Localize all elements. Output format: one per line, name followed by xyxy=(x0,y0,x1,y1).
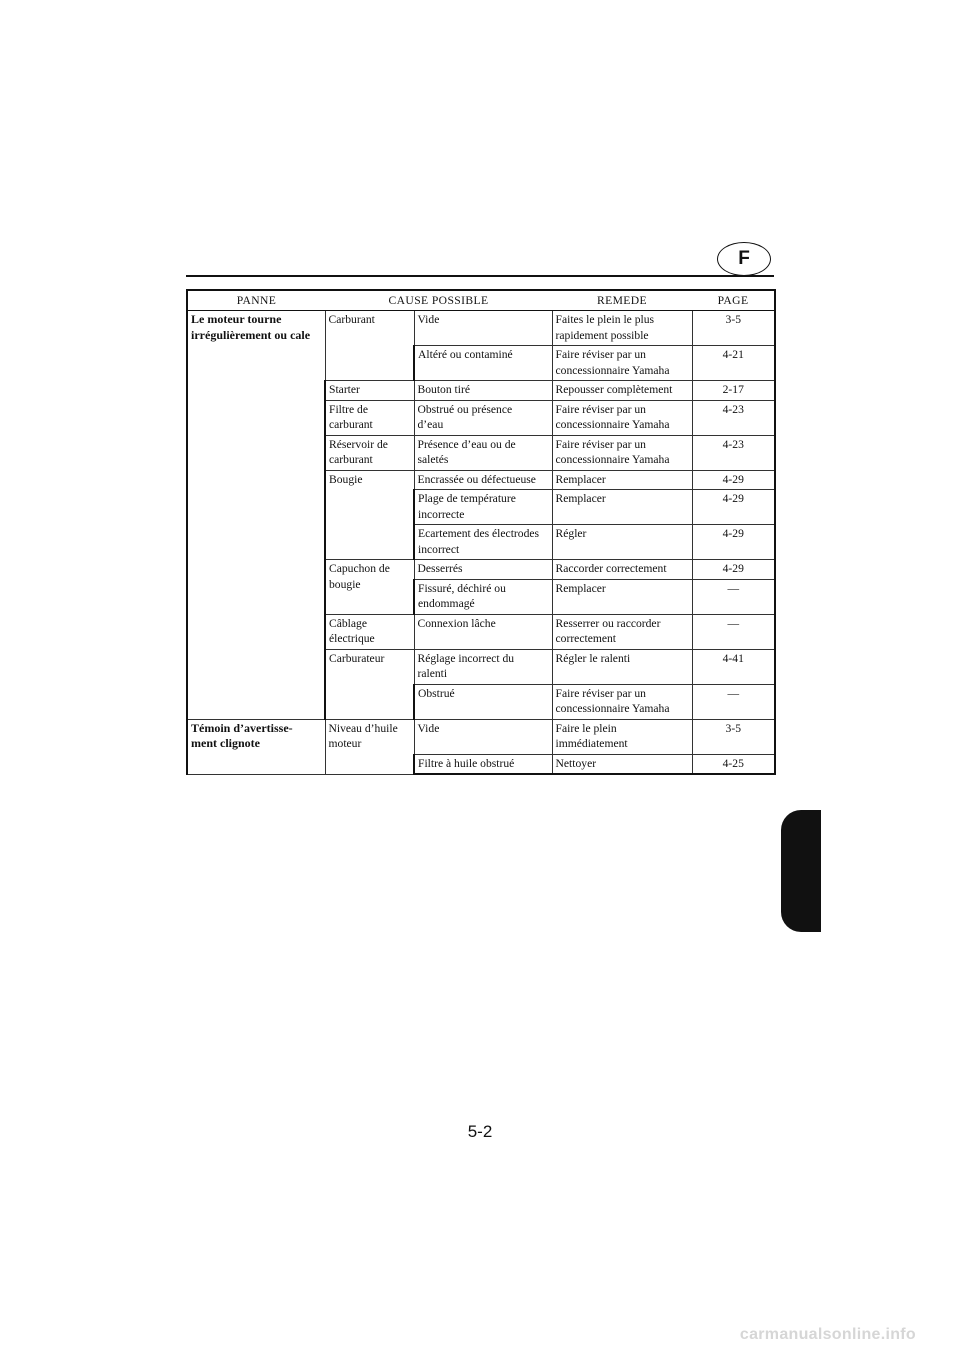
remede-cell: Nettoyer xyxy=(552,754,692,774)
cause-detail-cell: Bouton tiré xyxy=(414,381,552,401)
remede-cell: Remplacer xyxy=(552,470,692,490)
cause-detail-cell: Ecartement des électrodes incorrect xyxy=(414,525,552,560)
table-row xyxy=(187,311,775,346)
table-header-row xyxy=(187,290,775,311)
cause-detail-cell: Présence d’eau ou de saletés xyxy=(414,435,552,470)
column-header-panne: PANNE xyxy=(187,290,325,311)
cause-detail-cell: Altéré ou contaminé xyxy=(414,346,552,381)
cause-detail-cell: Vide xyxy=(414,311,552,346)
cause-detail-cell: Obstrué ou présence d’eau xyxy=(414,400,552,435)
cause-cell: Carburant xyxy=(325,311,414,381)
page-ref-cell: 4-29 xyxy=(692,525,775,560)
cause-detail-cell: Connexion lâche xyxy=(414,614,552,649)
remede-cell: Faire réviser par un concessionnaire Yamaha xyxy=(552,400,692,435)
section-tab xyxy=(781,810,821,932)
cause-detail-cell: Obstrué xyxy=(414,684,552,719)
page-ref-cell: 3-5 xyxy=(692,719,775,754)
remede-cell: Régler xyxy=(552,525,692,560)
column-header-page: PAGE xyxy=(692,290,775,311)
cause-detail-cell: Fissuré, déchiré ou endommagé xyxy=(414,579,552,614)
page-number: 5-2 xyxy=(467,1122,493,1141)
troubleshooting-table xyxy=(186,289,776,775)
remede-cell: Repousser complètement xyxy=(552,381,692,401)
page-ref-cell: 4-25 xyxy=(692,754,775,774)
page-ref-cell: 4-23 xyxy=(692,435,775,470)
panne-cell: Le moteur tourne irrégulièrement ou cale xyxy=(187,311,325,720)
cause-cell: Câblage électrique xyxy=(325,614,414,649)
page-ref-cell: 3-5 xyxy=(692,311,775,346)
remede-cell: Remplacer xyxy=(552,579,692,614)
page-ref-cell: 4-41 xyxy=(692,649,775,684)
remede-cell: Faire réviser par un concessionnaire Yamaha xyxy=(552,435,692,470)
page-ref-cell: — xyxy=(692,614,775,649)
cause-detail-cell: Réglage incorrect du ralenti xyxy=(414,649,552,684)
cause-cell: Capuchon de bougie xyxy=(325,560,414,615)
page-ref-cell: 4-29 xyxy=(692,490,775,525)
table-row xyxy=(187,719,775,754)
page-ref-cell: 2-17 xyxy=(692,381,775,401)
page-ref-cell: — xyxy=(692,684,775,719)
watermark: carmanualsonline.info xyxy=(739,1326,916,1343)
cause-detail-cell: Filtre à huile obstrué xyxy=(414,754,552,774)
cause-cell: Carburateur xyxy=(325,649,414,719)
page-ref-cell: 4-23 xyxy=(692,400,775,435)
remede-cell: Faire le plein immédiatement xyxy=(552,719,692,754)
page-ref-cell: 4-29 xyxy=(692,560,775,580)
column-header-cause: CAUSE POSSIBLE xyxy=(325,290,552,311)
cause-cell: Filtre de carburant xyxy=(325,400,414,435)
page-ref-cell: 4-21 xyxy=(692,346,775,381)
remede-cell: Faire réviser par un concessionnaire Yamaha xyxy=(552,346,692,381)
table-body xyxy=(187,311,775,775)
page-ref-cell: 4-29 xyxy=(692,470,775,490)
remede-cell: Raccorder correctement xyxy=(552,560,692,580)
remede-cell: Resserrer ou raccorder correctement xyxy=(552,614,692,649)
remede-cell: Faire réviser par un concessionnaire Yamaha xyxy=(552,684,692,719)
remede-cell: Remplacer xyxy=(552,490,692,525)
cause-cell: Bougie xyxy=(325,470,414,560)
remede-cell: Régler le ralenti xyxy=(552,649,692,684)
cause-cell: Niveau d’huile moteur xyxy=(325,719,414,774)
language-badge: F xyxy=(717,242,771,276)
cause-detail-cell: Desserrés xyxy=(414,560,552,580)
cause-cell: Starter xyxy=(325,381,414,401)
remede-cell: Faites le plein le plus rapidement possible xyxy=(552,311,692,346)
cause-detail-cell: Plage de température incorrecte xyxy=(414,490,552,525)
column-header-remede: REMEDE xyxy=(552,290,692,311)
panne-cell: Témoin d’avertisse- ment clignote xyxy=(187,719,325,774)
header-rule xyxy=(186,275,774,277)
page-ref-cell: — xyxy=(692,579,775,614)
cause-detail-cell: Vide xyxy=(414,719,552,754)
cause-cell: Réservoir de carburant xyxy=(325,435,414,470)
cause-detail-cell: Encrassée ou défectueuse xyxy=(414,470,552,490)
